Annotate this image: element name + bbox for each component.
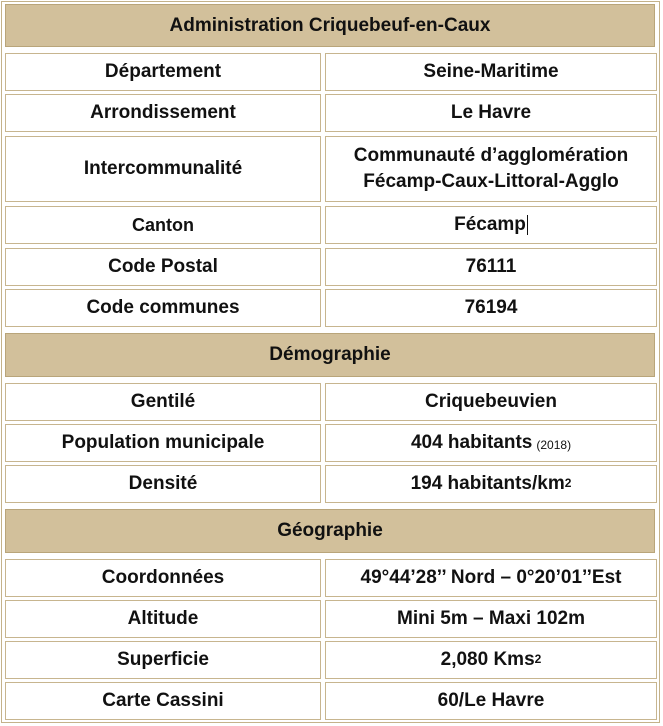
row-gentile: [2, 383, 659, 421]
value-population-text: 404 habitants: [410, 432, 533, 454]
value-canton[interactable]: [325, 206, 657, 244]
row-code-postal: [2, 248, 659, 286]
row-coordonnees: [2, 559, 659, 597]
section-header-demographie: [2, 333, 659, 377]
value-departement: Seine-Maritime: [325, 53, 657, 91]
section-title-demographie: Démographie: [5, 333, 655, 377]
value-superficie-text: 2,080 Kms: [440, 649, 535, 671]
population-year-note: (2018): [536, 437, 572, 452]
value-intercommunalite-line2: Fécamp-Caux-Littoral-Agglo: [363, 171, 619, 192]
label-canton: Canton: [5, 206, 321, 244]
value-carte-cassini: 60/Le Havre: [325, 682, 657, 720]
row-intercommunalite: [2, 136, 659, 202]
label-superficie: Superficie: [5, 641, 321, 679]
value-intercommunalite: [325, 136, 657, 202]
row-densite: [2, 465, 659, 503]
value-coordonnees: 49°44’28’’ Nord – 0°20’01’’Est: [325, 559, 657, 597]
section-header-administration: [2, 4, 659, 47]
row-departement: [2, 53, 659, 91]
label-code-postal: Code Postal: [5, 248, 321, 286]
row-canton: [2, 206, 659, 244]
row-superficie: [2, 641, 659, 679]
row-population: [2, 424, 659, 462]
label-altitude: Altitude: [5, 600, 321, 638]
value-code-communes: 76194: [325, 289, 657, 327]
value-population: [325, 424, 657, 462]
row-altitude: [2, 600, 659, 638]
section-title-geographie: Géographie: [5, 509, 655, 553]
label-carte-cassini: Carte Cassini: [5, 682, 321, 720]
value-densite-text: 194 habitants/km: [410, 473, 565, 495]
label-densite: Densité: [5, 465, 321, 503]
row-carte-cassini: [2, 682, 659, 720]
value-canton-text: Fécamp: [454, 214, 526, 236]
label-gentile: Gentilé: [5, 383, 321, 421]
row-code-communes: [2, 289, 659, 327]
value-altitude: Mini 5m – Maxi 102m: [325, 600, 657, 638]
value-arrondissement: Le Havre: [325, 94, 657, 132]
label-coordonnees: Coordonnées: [5, 559, 321, 597]
label-arrondissement: Arrondissement: [5, 94, 321, 132]
value-densite: 194 habitants/km $^2$: [325, 465, 657, 503]
value-code-postal: 76111: [325, 248, 657, 286]
label-code-communes: Code communes: [5, 289, 321, 327]
section-title-administration: Administration Criquebeuf-en-Caux: [5, 4, 655, 47]
label-population: Population municipale: [5, 424, 321, 462]
value-intercommunalite-line1: Communauté d’agglomération: [353, 145, 629, 167]
label-departement: Département: [5, 53, 321, 91]
row-arrondissement: [2, 94, 659, 132]
info-table: [1, 1, 660, 723]
section-header-geographie: [2, 509, 659, 553]
label-intercommunalite: Intercommunalité: [5, 136, 321, 202]
value-superficie: 2,080 Kms $^2$: [325, 641, 657, 679]
value-gentile: Criquebeuvien: [325, 383, 657, 421]
text-cursor: [527, 215, 528, 235]
